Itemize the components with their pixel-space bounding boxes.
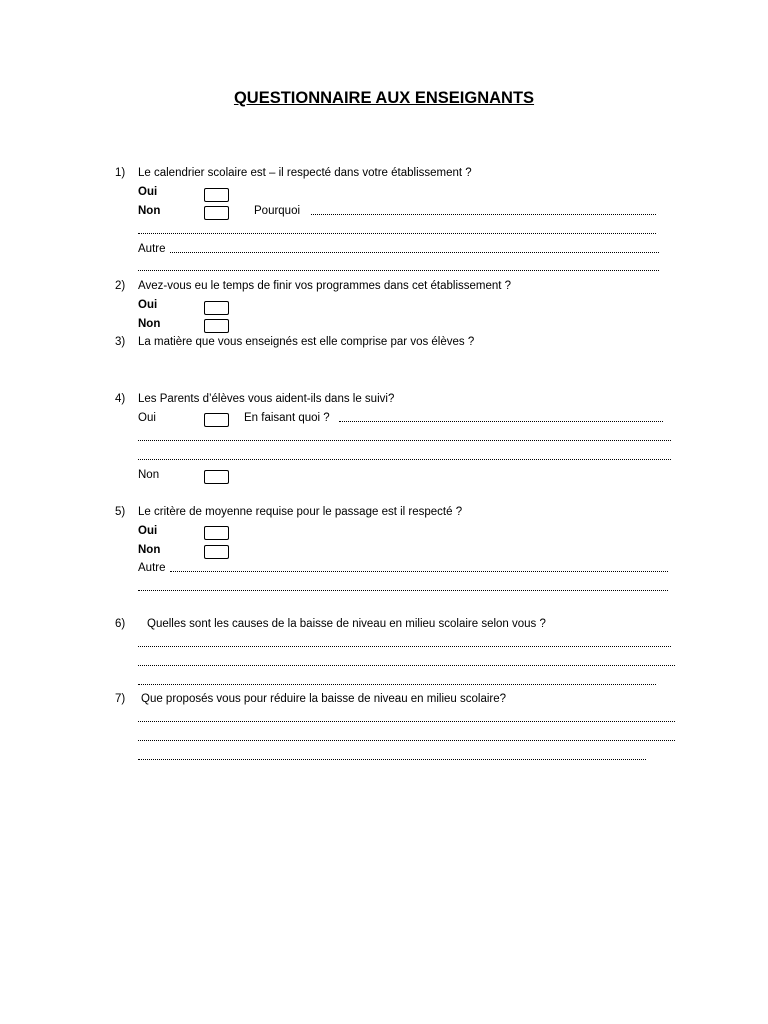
autre-label: Autre bbox=[138, 243, 166, 255]
answer-line[interactable] bbox=[138, 759, 646, 760]
answer-line[interactable] bbox=[311, 214, 656, 215]
answer-line[interactable] bbox=[170, 252, 659, 253]
question-text: Que proposés vous pour réduire la baisse de niveau en milieu scolaire? bbox=[141, 693, 507, 705]
checkbox-non[interactable] bbox=[204, 545, 229, 559]
pourquoi-label: Pourquoi bbox=[254, 205, 301, 217]
checkbox-oui[interactable] bbox=[204, 188, 229, 202]
question-text: La matière que vous enseignés est elle comprise par vos élèves ? bbox=[138, 336, 475, 348]
question-text: Quelles sont les causes de la baisse de niveau en milieu scolaire selon vous ? bbox=[147, 618, 546, 630]
option-label-oui: Oui bbox=[138, 186, 158, 198]
option-label-non: Non bbox=[138, 205, 161, 217]
question-text: Les Parents d’élèves vous aident-ils dans le suivi? bbox=[138, 393, 395, 405]
checkbox-oui[interactable] bbox=[204, 413, 229, 427]
question-number: 5) bbox=[115, 506, 126, 518]
option-label-non: Non bbox=[138, 544, 161, 556]
answer-line[interactable] bbox=[138, 270, 659, 271]
question-number: 3) bbox=[115, 336, 126, 348]
checkbox-non[interactable] bbox=[204, 470, 229, 484]
checkbox-oui[interactable] bbox=[204, 526, 229, 540]
answer-line[interactable] bbox=[138, 721, 675, 722]
checkbox-non[interactable] bbox=[204, 206, 229, 220]
answer-line[interactable] bbox=[138, 684, 656, 685]
question-text: Le calendrier scolaire est – il respecté dans votre établissement ? bbox=[138, 167, 472, 179]
option-label-non: Non bbox=[138, 469, 160, 481]
option-label-non: Non bbox=[138, 318, 161, 330]
question-number: 1) bbox=[115, 167, 126, 179]
option-label-oui: Oui bbox=[138, 412, 156, 424]
question-number: 4) bbox=[115, 393, 126, 405]
question-text: Le critère de moyenne requise pour le passage est il respecté ? bbox=[138, 506, 463, 518]
answer-line[interactable] bbox=[138, 665, 675, 666]
question-number: 6) bbox=[115, 618, 126, 630]
answer-line[interactable] bbox=[170, 571, 668, 572]
answer-line[interactable] bbox=[138, 459, 671, 460]
question-number: 2) bbox=[115, 280, 126, 292]
answer-line[interactable] bbox=[138, 590, 668, 591]
question-number: 7) bbox=[115, 693, 126, 705]
answer-line[interactable] bbox=[138, 740, 675, 741]
checkbox-non[interactable] bbox=[204, 319, 229, 333]
checkbox-oui[interactable] bbox=[204, 301, 229, 315]
answer-line[interactable] bbox=[138, 233, 656, 234]
autre-label: Autre bbox=[138, 562, 166, 574]
question-text: Avez-vous eu le temps de finir vos programmes dans cet établissement ? bbox=[138, 280, 512, 292]
answer-line[interactable] bbox=[339, 421, 663, 422]
answer-line[interactable] bbox=[138, 440, 671, 441]
en-faisant-quoi-label: En faisant quoi ? bbox=[244, 412, 330, 424]
option-label-oui: Oui bbox=[138, 525, 158, 537]
answer-line[interactable] bbox=[138, 646, 671, 647]
page-title: QUESTIONNAIRE AUX ENSEIGNANTS bbox=[233, 89, 535, 107]
option-label-oui: Oui bbox=[138, 299, 158, 311]
